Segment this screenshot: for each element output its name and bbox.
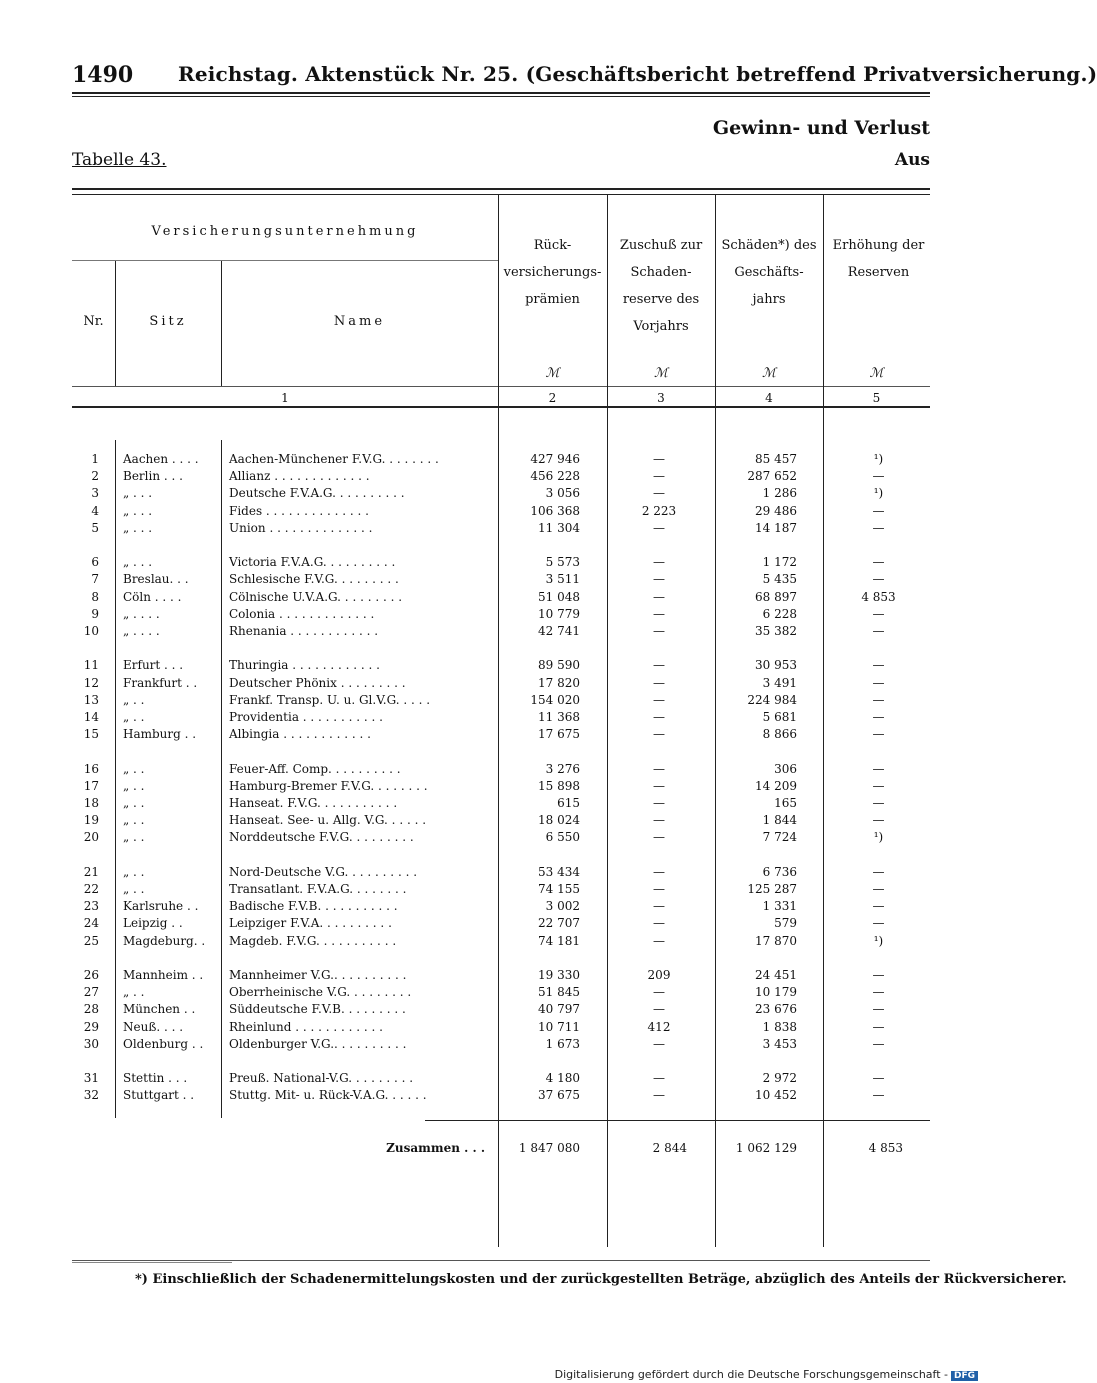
header-schaeden: Schäden*) des Geschäfts- jahrs bbox=[721, 238, 817, 307]
row-name: Preuß. National-V.G. . . . . . . . . bbox=[229, 1071, 414, 1086]
row-schaeden: 1 331 bbox=[762, 899, 797, 914]
row-rueckversicherungspraemien: 1 673 bbox=[545, 1036, 580, 1051]
row-zuschuss: — bbox=[653, 555, 665, 570]
row-sitz: München . . bbox=[123, 1002, 196, 1017]
row-zuschuss: — bbox=[653, 813, 665, 828]
row-schaeden: 1 172 bbox=[762, 555, 797, 570]
row-schaeden: 17 870 bbox=[755, 933, 797, 948]
row-schaeden: 287 652 bbox=[747, 469, 797, 484]
row-erhoehung: ¹) bbox=[873, 933, 884, 948]
row-nr: 22 bbox=[83, 882, 99, 896]
vline-col3 bbox=[607, 195, 608, 1247]
row-erhoehung: — bbox=[872, 1002, 885, 1017]
row-erhoehung: ¹) bbox=[873, 830, 884, 845]
row-schaeden: 5 681 bbox=[762, 710, 797, 724]
header-versicherungsunternehmung: Versicherungsunternehmung bbox=[151, 224, 419, 239]
row-sitz: Magdeburg. . bbox=[123, 933, 206, 948]
row-schaeden: 35 382 bbox=[755, 624, 797, 638]
row-nr: 6 bbox=[91, 555, 99, 570]
row-schaeden: 5 435 bbox=[762, 572, 797, 587]
row-zuschuss: — bbox=[653, 761, 665, 776]
credit-text: Digitalisierung gefördert durch die Deutsche Forschungsgemeinschaft - bbox=[554, 1368, 948, 1381]
row-name: Frankf. Transp. U. u. Gl.V.G. . . . . bbox=[229, 692, 431, 707]
row-rueckversicherungspraemien: 3 002 bbox=[545, 899, 580, 914]
row-rueckversicherungspraemien: 615 bbox=[557, 796, 580, 810]
row-schaeden: 14 187 bbox=[755, 520, 797, 535]
row-name: Colonia . . . . . . . . . . . . . bbox=[229, 606, 375, 621]
row-nr: 14 bbox=[83, 710, 99, 724]
row-sitz: „ . . bbox=[123, 761, 145, 776]
row-name: Aachen-Münchener F.V.G. . . . . . . . bbox=[229, 452, 439, 466]
row-rueckversicherungspraemien: 15 898 bbox=[538, 778, 580, 793]
total-col4: 1 062 129 bbox=[735, 1141, 797, 1155]
row-nr: 7 bbox=[91, 572, 99, 587]
row-nr: 4 bbox=[91, 503, 99, 518]
row-erhoehung: — bbox=[872, 985, 885, 1000]
row-schaeden: 3 453 bbox=[762, 1036, 797, 1051]
row-rueckversicherungspraemien: 6 550 bbox=[545, 830, 580, 845]
row-nr: 18 bbox=[83, 796, 99, 810]
row-nr: 21 bbox=[83, 864, 99, 879]
row-name: Victoria F.V.A.G. . . . . . . . . . bbox=[229, 555, 396, 570]
row-zuschuss: — bbox=[653, 882, 665, 896]
row-erhoehung: ¹) bbox=[873, 452, 884, 466]
row-name: Cölnische U.V.A.G. . . . . . . . . bbox=[229, 589, 403, 604]
row-zuschuss: — bbox=[653, 710, 665, 724]
row-nr: 24 bbox=[83, 916, 99, 931]
row-zuschuss: — bbox=[653, 830, 665, 845]
row-erhoehung: — bbox=[872, 624, 885, 638]
row-sitz: Breslau. . . bbox=[123, 572, 189, 587]
vline-nr bbox=[115, 440, 116, 1118]
row-schaeden: 2 972 bbox=[762, 1071, 797, 1086]
row-name: Süddeutsche F.V.B. . . . . . . . . bbox=[229, 1002, 406, 1017]
row-schaeden: 224 984 bbox=[747, 692, 797, 707]
row-zuschuss: — bbox=[653, 589, 665, 604]
row-sitz: „ . . bbox=[123, 796, 145, 810]
row-name: Deutscher Phönix . . . . . . . . . bbox=[229, 675, 406, 690]
row-rueckversicherungspraemien: 42 741 bbox=[538, 624, 580, 638]
row-schaeden: 3 491 bbox=[762, 675, 797, 690]
row-name: Union . . . . . . . . . . . . . . bbox=[229, 520, 373, 535]
row-schaeden: 1 844 bbox=[762, 813, 797, 828]
row-schaeden: 7 724 bbox=[762, 830, 797, 845]
row-sitz: „ . . bbox=[123, 778, 145, 793]
header-zuschuss: Zuschuß zur Schaden- reserve des Vorjahrs bbox=[619, 238, 703, 334]
row-rueckversicherungspraemien: 17 675 bbox=[538, 727, 580, 742]
row-name: Oberrheinische V.G. . . . . . . . . bbox=[229, 985, 412, 1000]
row-zuschuss: — bbox=[653, 985, 665, 1000]
row-name: Hanseat. F.V.G. . . . . . . . . . . bbox=[229, 796, 398, 810]
row-sitz: Oldenburg . . bbox=[123, 1036, 204, 1051]
row-nr: 30 bbox=[83, 1036, 99, 1051]
row-name: Thuringia . . . . . . . . . . . . bbox=[229, 658, 380, 673]
row-name: Hamburg-Bremer F.V.G. . . . . . . . bbox=[229, 778, 428, 793]
row-nr: 13 bbox=[83, 692, 99, 707]
row-zuschuss: — bbox=[653, 727, 665, 742]
row-zuschuss: — bbox=[653, 452, 665, 466]
row-name: Providentia . . . . . . . . . . . bbox=[229, 710, 383, 724]
unit-col4: ℳ bbox=[762, 366, 776, 381]
row-schaeden: 29 486 bbox=[755, 503, 797, 518]
row-zuschuss: — bbox=[653, 933, 665, 948]
row-rueckversicherungspraemien: 427 946 bbox=[530, 452, 580, 466]
row-sitz: „ . . bbox=[123, 882, 145, 896]
row-name: Transatlant. F.V.A.G. . . . . . . . bbox=[229, 882, 407, 896]
row-rueckversicherungspraemien: 456 228 bbox=[530, 469, 580, 484]
row-nr: 2 bbox=[91, 469, 99, 484]
row-zuschuss: — bbox=[653, 692, 665, 707]
row-zuschuss: — bbox=[653, 916, 665, 931]
row-zuschuss: — bbox=[653, 864, 665, 879]
row-nr: 12 bbox=[83, 675, 99, 690]
row-rueckversicherungspraemien: 37 675 bbox=[538, 1088, 580, 1103]
row-nr: 8 bbox=[91, 589, 99, 604]
row-erhoehung: — bbox=[872, 796, 885, 810]
row-name: Leipziger F.V.A. . . . . . . . . . bbox=[229, 916, 392, 931]
column-number-3: 3 bbox=[657, 391, 665, 405]
unit-col3: ℳ bbox=[654, 366, 668, 381]
row-erhoehung: ¹) bbox=[873, 486, 884, 501]
row-zuschuss: — bbox=[653, 572, 665, 587]
row-schaeden: 1 838 bbox=[762, 1019, 797, 1034]
row-sitz: Stettin . . . bbox=[123, 1071, 188, 1086]
row-sitz: „ . . . bbox=[123, 555, 153, 570]
row-sitz: „ . . . . bbox=[123, 624, 160, 638]
row-nr: 5 bbox=[91, 520, 99, 535]
header-rule bbox=[72, 92, 930, 94]
column-number-2: 2 bbox=[548, 391, 557, 405]
row-zuschuss: — bbox=[653, 624, 665, 638]
row-nr: 27 bbox=[83, 985, 99, 1000]
unit-col2: ℳ bbox=[545, 366, 560, 381]
row-rueckversicherungspraemien: 10 711 bbox=[538, 1019, 580, 1034]
row-name: Oldenburger V.G.. . . . . . . . . . bbox=[229, 1036, 407, 1051]
row-nr: 29 bbox=[83, 1019, 99, 1034]
row-sitz: Stuttgart . . bbox=[123, 1088, 195, 1103]
row-name: Feuer-Aff. Comp. . . . . . . . . . bbox=[229, 761, 401, 776]
row-schaeden: 8 866 bbox=[762, 727, 797, 742]
row-rueckversicherungspraemien: 10 779 bbox=[538, 606, 580, 621]
row-erhoehung: — bbox=[872, 675, 885, 690]
row-zuschuss: — bbox=[653, 1071, 665, 1086]
row-nr: 28 bbox=[83, 1002, 99, 1017]
row-name: Badische F.V.B. . . . . . . . . . . bbox=[229, 899, 398, 914]
row-erhoehung: — bbox=[872, 1019, 885, 1034]
row-schaeden: 23 676 bbox=[755, 1002, 797, 1017]
row-erhoehung: — bbox=[872, 864, 885, 879]
row-name: Nord-Deutsche V.G. . . . . . . . . . bbox=[229, 864, 418, 879]
row-rueckversicherungspraemien: 3 276 bbox=[545, 761, 580, 776]
row-name: Mannheimer V.G.. . . . . . . . . . bbox=[229, 968, 407, 982]
row-nr: 3 bbox=[91, 486, 99, 501]
footnote: *) Einschließlich der Schadenermittelungskosten und der zurückgestellten Beträge, abzüglich des Anteils der Rückversicherer. bbox=[135, 1272, 1067, 1287]
row-erhoehung: — bbox=[872, 572, 885, 587]
row-schaeden: 10 452 bbox=[755, 1088, 797, 1103]
row-rueckversicherungspraemien: 4 180 bbox=[545, 1071, 580, 1086]
page-number: 1490 bbox=[72, 62, 134, 88]
row-rueckversicherungspraemien: 106 368 bbox=[530, 503, 580, 518]
row-nr: 32 bbox=[83, 1088, 99, 1103]
row-name: Norddeutsche F.V.G. . . . . . . . . bbox=[229, 830, 414, 845]
group-header-rule bbox=[72, 260, 498, 261]
row-erhoehung: 4 853 bbox=[861, 589, 896, 604]
row-zuschuss: — bbox=[653, 486, 665, 501]
row-sitz: „ . . . bbox=[123, 486, 153, 501]
row-nr: 17 bbox=[83, 778, 99, 793]
table-top-rule bbox=[72, 188, 930, 190]
running-title: Reichstag. Aktenstück Nr. 25. (Geschäftsbericht betreffend Privatversicherung.) bbox=[178, 62, 1097, 86]
header-rueckversicherungspraemien: Rück- versicherungs- prämien bbox=[503, 238, 602, 307]
column-number-1: 1 bbox=[281, 391, 289, 405]
row-zuschuss: — bbox=[653, 658, 665, 673]
row-name: Albingia . . . . . . . . . . . . bbox=[229, 727, 371, 742]
column-number-rule-bottom bbox=[72, 406, 930, 408]
row-erhoehung: — bbox=[872, 727, 885, 742]
row-rueckversicherungspraemien: 5 573 bbox=[545, 555, 580, 570]
row-erhoehung: — bbox=[872, 692, 885, 707]
vline-col5 bbox=[823, 195, 824, 1247]
row-rueckversicherungspraemien: 40 797 bbox=[538, 1002, 580, 1017]
row-erhoehung: — bbox=[872, 520, 885, 535]
row-sitz: Mannheim . . bbox=[123, 968, 204, 982]
row-schaeden: 1 286 bbox=[762, 486, 797, 501]
row-rueckversicherungspraemien: 19 330 bbox=[538, 968, 580, 982]
row-sitz: „ . . . bbox=[123, 520, 153, 535]
row-schaeden: 10 179 bbox=[755, 985, 797, 1000]
row-erhoehung: — bbox=[872, 1088, 885, 1103]
vline-col2 bbox=[498, 195, 499, 1247]
row-schaeden: 24 451 bbox=[755, 968, 797, 982]
sum-rule bbox=[425, 1120, 930, 1121]
section-title: Gewinn- und Verlust bbox=[712, 117, 930, 139]
row-nr: 19 bbox=[83, 813, 99, 828]
row-name: Allianz . . . . . . . . . . . . . bbox=[229, 469, 370, 484]
total-col3: 2 844 bbox=[652, 1141, 687, 1155]
footnote-rule bbox=[72, 1262, 232, 1263]
header-rule-thin bbox=[72, 96, 930, 97]
digitization-credit bbox=[555, 1368, 978, 1381]
row-erhoehung: — bbox=[872, 761, 885, 776]
total-col5: 4 853 bbox=[868, 1141, 903, 1155]
row-sitz: „ . . bbox=[123, 813, 145, 828]
header-name: Name bbox=[333, 314, 386, 329]
row-rueckversicherungspraemien: 17 820 bbox=[538, 675, 580, 690]
row-name: Rhenania . . . . . . . . . . . . bbox=[229, 624, 379, 638]
row-nr: 25 bbox=[83, 933, 99, 948]
row-erhoehung: — bbox=[872, 813, 885, 828]
row-rueckversicherungspraemien: 154 020 bbox=[530, 692, 580, 707]
row-sitz: Erfurt . . . bbox=[123, 658, 184, 673]
row-rueckversicherungspraemien: 51 048 bbox=[538, 589, 580, 604]
row-erhoehung: — bbox=[872, 606, 885, 621]
row-schaeden: 6 736 bbox=[762, 864, 797, 879]
row-zuschuss: 2 223 bbox=[641, 503, 677, 518]
row-erhoehung: — bbox=[872, 503, 885, 518]
row-rueckversicherungspraemien: 3 511 bbox=[545, 572, 580, 587]
row-nr: 31 bbox=[83, 1071, 99, 1086]
row-zuschuss: — bbox=[653, 606, 665, 621]
row-zuschuss: — bbox=[653, 1088, 665, 1103]
row-rueckversicherungspraemien: 18 024 bbox=[538, 813, 580, 828]
row-sitz: „ . . . . bbox=[123, 606, 160, 621]
column-number-5: 5 bbox=[872, 391, 881, 405]
row-erhoehung: — bbox=[872, 710, 885, 724]
row-nr: 9 bbox=[91, 606, 99, 621]
row-rueckversicherungspraemien: 11 304 bbox=[538, 520, 580, 535]
row-zuschuss: — bbox=[653, 675, 665, 690]
unit-col5: ℳ bbox=[869, 366, 884, 381]
row-nr: 20 bbox=[83, 830, 99, 845]
row-sitz: Berlin . . . bbox=[123, 469, 183, 484]
row-sitz: Hamburg . . bbox=[123, 727, 197, 742]
row-schaeden: 125 287 bbox=[747, 882, 797, 896]
row-name: Magdeb. F.V.G. . . . . . . . . . . bbox=[229, 933, 397, 948]
row-sitz: Leipzig . . bbox=[123, 916, 183, 931]
row-rueckversicherungspraemien: 3 056 bbox=[545, 486, 580, 501]
row-schaeden: 165 bbox=[774, 796, 797, 810]
row-zuschuss: — bbox=[653, 1036, 665, 1051]
row-rueckversicherungspraemien: 89 590 bbox=[538, 658, 580, 673]
row-sitz: „ . . bbox=[123, 710, 145, 724]
row-zuschuss: — bbox=[653, 469, 665, 484]
row-nr: 10 bbox=[83, 624, 99, 638]
section-subtitle: Aus bbox=[894, 150, 930, 170]
row-rueckversicherungspraemien: 11 368 bbox=[538, 710, 580, 724]
row-erhoehung: — bbox=[872, 469, 885, 484]
row-schaeden: 306 bbox=[774, 761, 797, 776]
vline-sitz bbox=[221, 440, 222, 1118]
header-nr: Nr. bbox=[83, 314, 104, 329]
row-rueckversicherungspraemien: 53 434 bbox=[538, 864, 580, 879]
row-schaeden: 579 bbox=[774, 916, 797, 931]
row-sitz: Neuß. . . . bbox=[123, 1019, 184, 1034]
row-zuschuss: 209 bbox=[647, 968, 671, 982]
row-nr: 1 bbox=[91, 452, 99, 466]
row-nr: 16 bbox=[83, 761, 99, 776]
dfg-logo: DFG bbox=[951, 1371, 978, 1381]
row-zuschuss: — bbox=[653, 796, 665, 810]
row-zuschuss: — bbox=[653, 778, 665, 793]
row-erhoehung: — bbox=[872, 916, 885, 931]
table-bottom-rule bbox=[72, 1260, 930, 1261]
row-schaeden: 6 228 bbox=[762, 606, 797, 621]
table-label: Tabelle 43. bbox=[72, 150, 167, 170]
row-name: Schlesische F.V.G. . . . . . . . . bbox=[229, 572, 399, 587]
total-label: Zusammen . . . bbox=[386, 1141, 485, 1155]
row-zuschuss: 412 bbox=[647, 1019, 671, 1034]
row-zuschuss: — bbox=[653, 1002, 665, 1017]
row-name: Stuttg. Mit- u. Rück-V.A.G. . . . . . bbox=[229, 1088, 427, 1103]
row-rueckversicherungspraemien: 22 707 bbox=[538, 916, 580, 931]
row-schaeden: 68 897 bbox=[755, 589, 797, 604]
row-schaeden: 14 209 bbox=[755, 778, 797, 793]
row-nr: 23 bbox=[83, 899, 99, 914]
row-sitz: „ . . bbox=[123, 692, 145, 707]
row-sitz: „ . . bbox=[123, 985, 145, 1000]
column-number-4: 4 bbox=[765, 391, 773, 405]
row-rueckversicherungspraemien: 74 155 bbox=[538, 882, 580, 896]
total-col2: 1 847 080 bbox=[518, 1141, 580, 1155]
row-erhoehung: — bbox=[872, 778, 885, 793]
row-sitz: „ . . bbox=[123, 830, 145, 845]
row-sitz: Frankfurt . . bbox=[123, 675, 198, 690]
row-sitz: „ . . . bbox=[123, 503, 153, 518]
row-nr: 11 bbox=[83, 658, 99, 673]
row-erhoehung: — bbox=[872, 899, 885, 914]
row-sitz: Karlsruhe . . bbox=[123, 899, 199, 914]
row-rueckversicherungspraemien: 74 181 bbox=[538, 933, 580, 948]
header-erhoehung: Erhöhung der Reserven bbox=[832, 238, 925, 280]
vline-col4 bbox=[715, 195, 716, 1247]
column-number-rule-top bbox=[72, 386, 930, 387]
row-name: Rheinlund . . . . . . . . . . . . bbox=[229, 1019, 383, 1034]
row-sitz: „ . . bbox=[123, 864, 145, 879]
row-erhoehung: — bbox=[872, 555, 885, 570]
row-erhoehung: — bbox=[872, 1036, 885, 1051]
row-sitz: Cöln . . . . bbox=[123, 589, 182, 604]
row-sitz: Aachen . . . . bbox=[123, 452, 199, 466]
row-schaeden: 85 457 bbox=[755, 452, 797, 466]
row-nr: 15 bbox=[83, 727, 99, 742]
row-zuschuss: — bbox=[653, 899, 665, 914]
row-name: Hanseat. See- u. Allg. V.G. . . . . . bbox=[229, 813, 427, 828]
row-erhoehung: — bbox=[872, 882, 885, 896]
row-zuschuss: — bbox=[653, 520, 665, 535]
row-name: Deutsche F.V.A.G. . . . . . . . . . bbox=[229, 486, 405, 501]
row-schaeden: 30 953 bbox=[755, 658, 797, 673]
header-sitz: Sitz bbox=[149, 314, 187, 329]
row-erhoehung: — bbox=[872, 968, 885, 982]
row-name: Fides . . . . . . . . . . . . . . bbox=[229, 503, 369, 518]
row-nr: 26 bbox=[83, 968, 99, 982]
row-erhoehung: — bbox=[872, 1071, 885, 1086]
table-top-rule-thin bbox=[72, 194, 930, 195]
row-rueckversicherungspraemien: 51 845 bbox=[538, 985, 580, 1000]
row-erhoehung: — bbox=[872, 658, 885, 673]
